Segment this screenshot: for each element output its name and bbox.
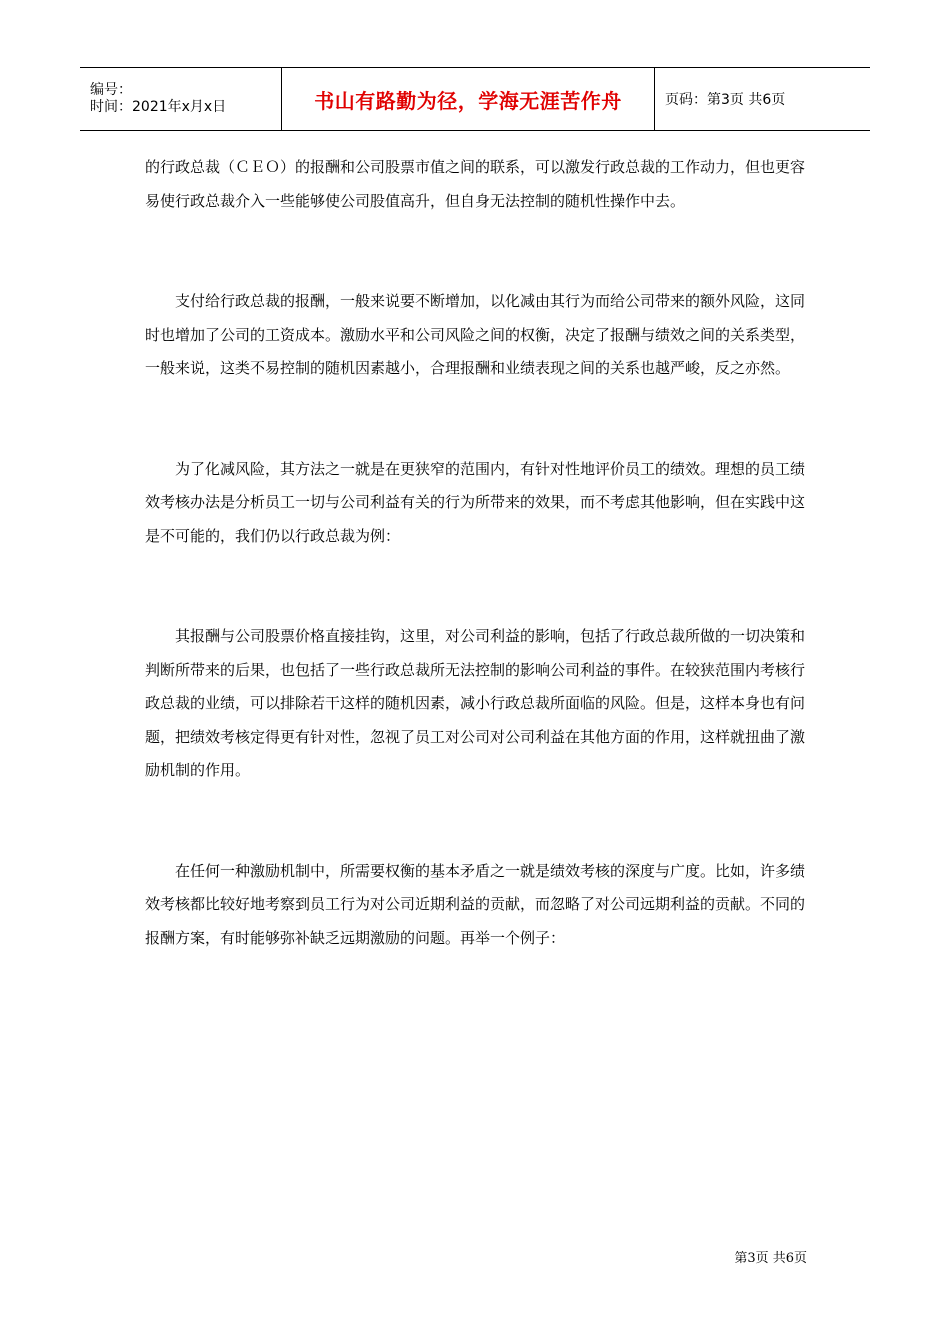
paragraph-spacer	[145, 386, 807, 453]
paragraph: 支付给行政总裁的报酬，一般来说要不断增加，以化减由其行为而给公司带来的额外风险，这同时也增加了公司的工资成本。激励水平和公司风险之间的权衡，决定了报酬与绩效之间的关系类型，一般来说，这类不易控制的随机因素越小，合理报酬和业绩表现之间的关系也越严峻，反之亦然。	[145, 292, 806, 377]
paragraph: 其报酬与公司股票价格直接挂钩，这里，对公司利益的影响，包括了行政总裁所做的一切决策和判断所带来的后果，也包括了一些行政总裁所无法控制的影响公司利益的事件。在较狭范围内考核行政总裁的业绩，可以排除若干这样的随机因素，减小行政总裁所面临的风险。但是，这样本身也有问题，把绩效考核定得更有针对性，忽视了员工对公司对公司利益在其他方面的作用，这样就扭曲了激励机制的作用。	[145, 627, 806, 779]
footer-page-number: 第3页 共6页	[734, 1251, 807, 1266]
paragraph: 的行政总裁（ＣＥＯ）的报酬和公司股票市值之间的联系，可以激发行政总裁的工作动力，但也更容易使行政总裁介入一些能够使公司股值高升，但自身无法控制的随机性操作中去。	[145, 158, 806, 210]
header-page-number: 页码：第3页 共6页	[665, 92, 786, 108]
paragraph: 为了化减风险，其方法之一就是在更狭窄的范围内，有针对性地评价员工的绩效。理想的员工绩效考核办法是分析员工一切与公司利益有关的行为所带来的效果，而不考虑其他影响，但在实践中这是不可能的，我们仍以行政总裁为例：	[145, 459, 806, 545]
paragraph-spacer	[145, 788, 807, 855]
header-meta	[80, 68, 282, 130]
paragraph-spacer	[145, 553, 807, 620]
paragraph: 在任何一种激励机制中，所需要权衡的基本矛盾之一就是绩效考核的深度与广度。比如，许多绩效考核都比较好地考察到员工行为对公司近期利益的贡献，而忽略了对公司远期利益的贡献。不同的报酬方案，有时能够弥补缺乏远期激励的问题。再举一个例子：	[145, 861, 806, 947]
page-header	[80, 67, 870, 131]
document-body	[145, 151, 807, 955]
page-footer	[734, 1247, 807, 1266]
header-motto: 书山有路勤为径，学海无涯苦作舟	[314, 88, 622, 113]
paragraph-spacer	[145, 218, 807, 285]
header-page-cell	[655, 68, 870, 130]
document-number: 编号：	[90, 82, 132, 98]
header-motto-cell	[282, 68, 655, 130]
document-date: 时间：2021年x月x日	[90, 99, 227, 115]
